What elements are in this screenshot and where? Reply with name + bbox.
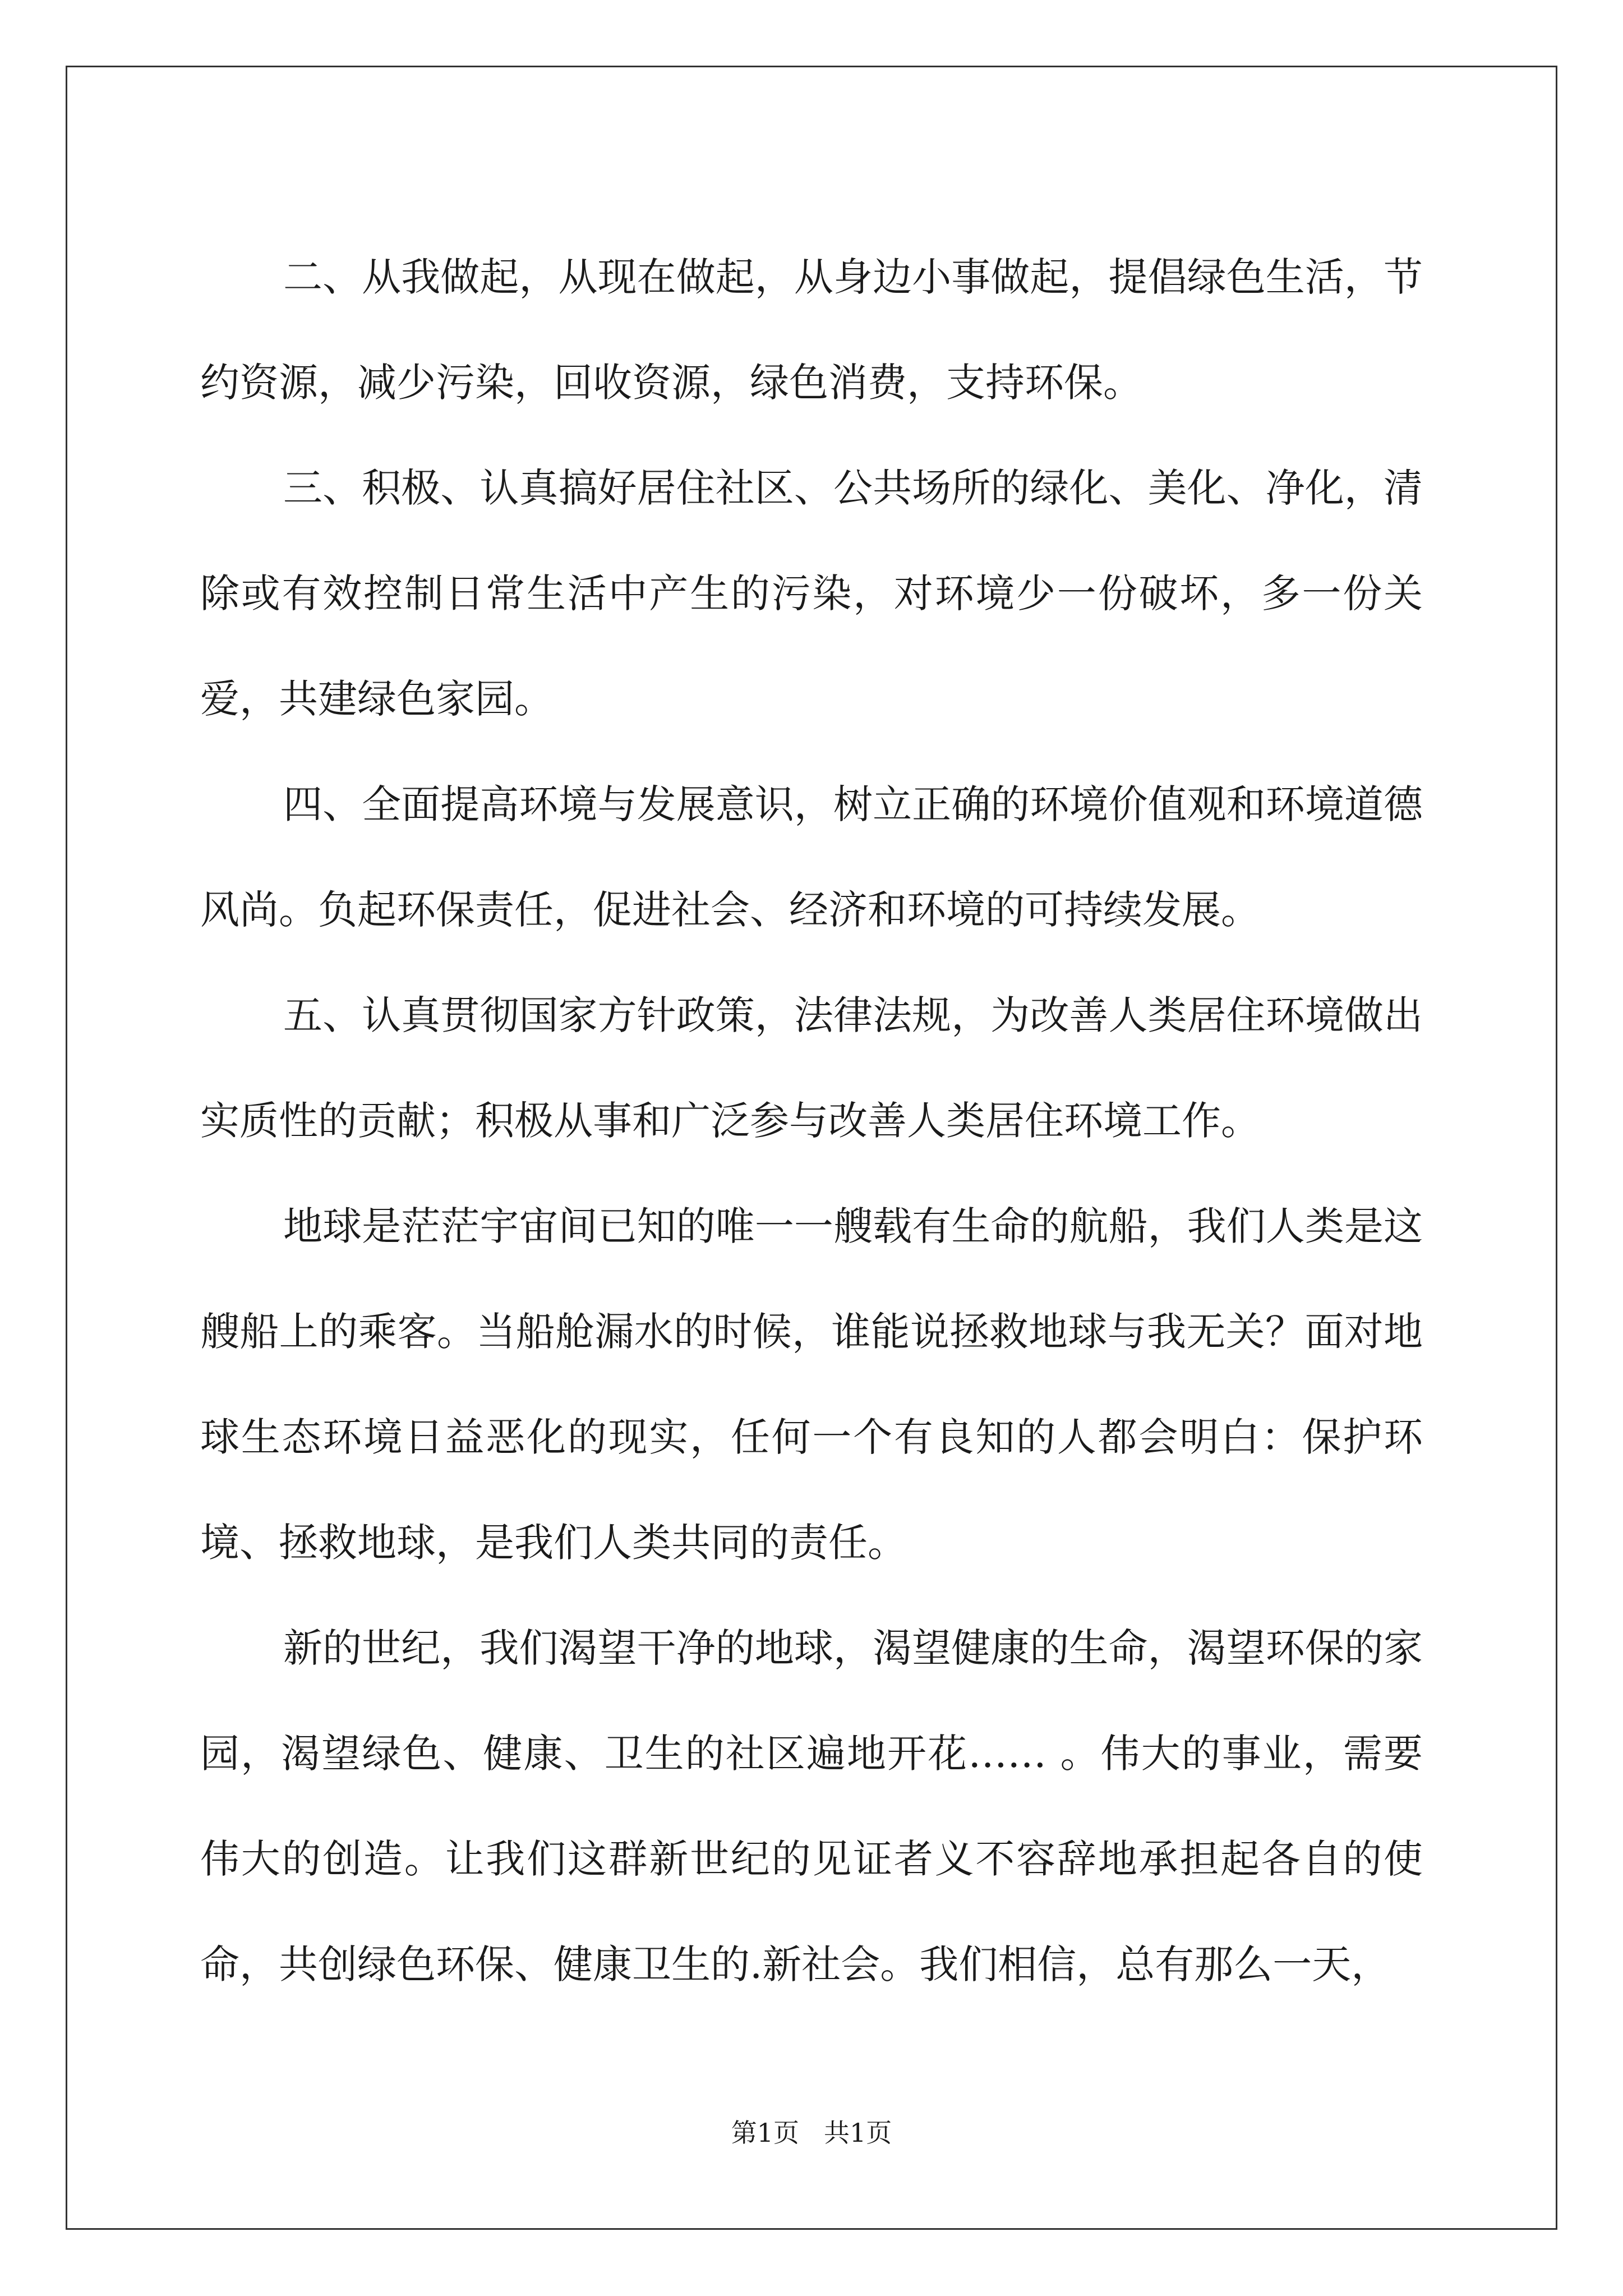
page-number: 第1页	[731, 2118, 799, 2148]
document-body	[200, 224, 1423, 2017]
paragraph-5: 五、认真贯彻国家方针政策，法律法规，为改善人类居住环境做出实质性的贡献；积极从事和广泛参与改善人类居住环境工作。	[200, 992, 1423, 1144]
paragraph-earth: 地球是茫茫宇宙间已知的唯一一艘载有生命的航船，我们人类是这艘船上的乘客。当船舱漏水的时候，谁能说拯救地球与我无关？面对地球生态环境日益恶化的现实，任何一个有良知的人都会明白：保护环境、拯救地球，是我们人类共同的责任。	[200, 1203, 1423, 1566]
page-count: 共1页	[824, 2118, 892, 2148]
page-footer	[0, 2113, 1623, 2150]
paragraph-3: 三、积极、认真搞好居住社区、公共场所的绿化、美化、净化，清除或有效控制日常生活中产生的污染，对环境少一份破坏，多一份关爱，共建绿色家园。	[200, 465, 1423, 722]
paragraph-2: 二、从我做起，从现在做起，从身边小事做起，提倡绿色生活，节约资源，减少污染，回收资源，绿色消费，支持环保。	[200, 254, 1423, 406]
paragraph-4: 四、全面提高环境与发展意识，树立正确的环境价值观和环境道德风尚。负起环保责任，促进社会、经济和环境的可持续发展。	[200, 781, 1423, 933]
paragraph-new-century: 新的世纪，我们渴望干净的地球，渴望健康的生命，渴望环保的家园，渴望绿色、健康、卫生的社区遍地开花…… 。伟大的事业，需要伟大的创造。让我们这群新世纪的见证者义不容辞地承担起各自的使命，共创绿色环保、健康卫生的.新社会。我们相信，总有那么一天，	[200, 1625, 1423, 1987]
